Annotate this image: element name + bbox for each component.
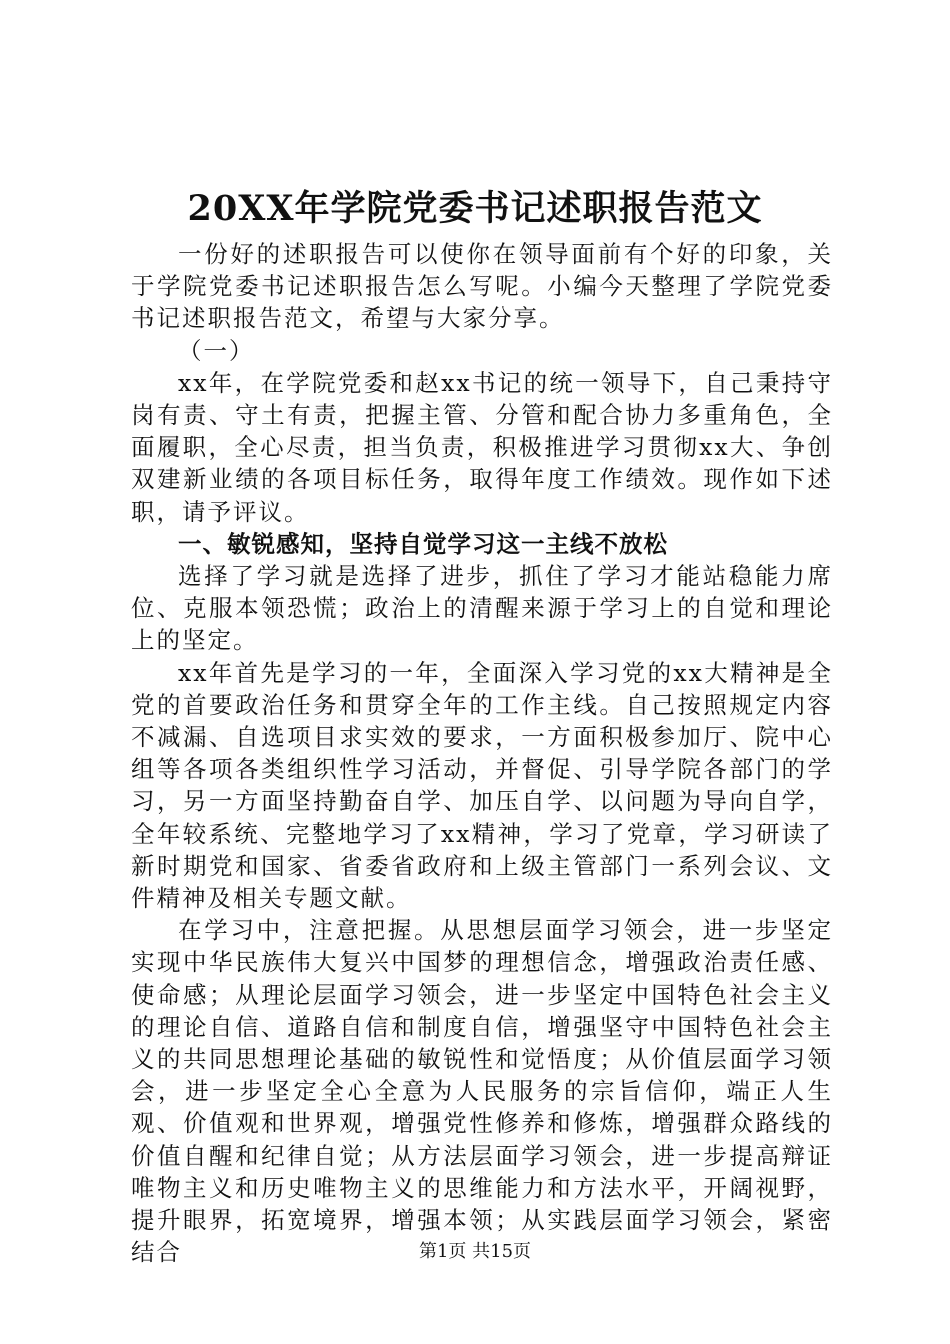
body-paragraph: 选择了学习就是选择了进步，抓住了学习才能站稳能力席位、克服本领恐慌；政治上的清醒来源于学习上的自觉和理论上的坚定。: [131, 562, 833, 655]
page-number-footer: 第1页 共15页: [418, 1241, 532, 1262]
section-marker: （一）: [178, 336, 255, 365]
body-paragraph: xx年，在学院党委和赵xx书记的统一领导下，自己秉持守岗有责、守土有责，把握主管、分管和配合协力多重角色，全面履职，全心尽责，担当负责，积极推进学习贯彻xx大、争创双建新业绩的各项目标任务，取得年度工作绩效。现作如下述职，请予评议。: [131, 368, 833, 526]
intro-paragraph: 一份好的述职报告可以使你在领导面前有个好的印象，关于学院党委书记述职报告怎么写呢。小编今天整理了学院党委书记述职报告范文，希望与大家分享。: [131, 240, 833, 333]
section-heading: 一、敏锐感知，坚持自觉学习这一主线不放松: [178, 529, 668, 558]
body-paragraph: 在学习中，注意把握。从思想层面学习领会，进一步坚定实现中华民族伟大复兴中国梦的理想信念，增强政治责任感、使命感；从理论层面学习领会，进一步坚定中国特色社会主义的理论自信、道路自信和制度自信，增强坚守中国特色社会主义的共同思想理论基础的敏锐性和觉悟度；从价值层面学习领会，进一步坚定全心全意为人民服务的宗旨信仰，端正人生观、价值观和世界观，增强党性修养和修炼，增强群众路线的价值自醒和纪律自觉；从方法层面学习领会，进一步提高辩证唯物主义和历史唯物主义的思维能力和方法水平，开阔视野，提升眼界，拓宽境界，增强本领；从实践层面学习领会，紧密结合: [131, 916, 833, 1267]
body-paragraph: xx年首先是学习的一年，全面深入学习党的xx大精神是全党的首要政治任务和贯穿全年的工作主线。自己按照规定内容不减漏、自选项目求实效的要求，一方面积极参加厅、院中心组等各项各类组织性学习活动，并督促、引导学院各部门的学习，另一方面坚持勤奋自学、加压自学、以问题为导向自学，全年较系统、完整地学习了xx精神，学习了党章，学习研读了新时期党和国家、省委省政府和上级主管部门一系列会议、文件精神及相关专题文献。: [131, 658, 833, 913]
document-title: 20XX年学院党委书记述职报告范文: [187, 188, 763, 229]
document-body: [131, 238, 833, 1269]
